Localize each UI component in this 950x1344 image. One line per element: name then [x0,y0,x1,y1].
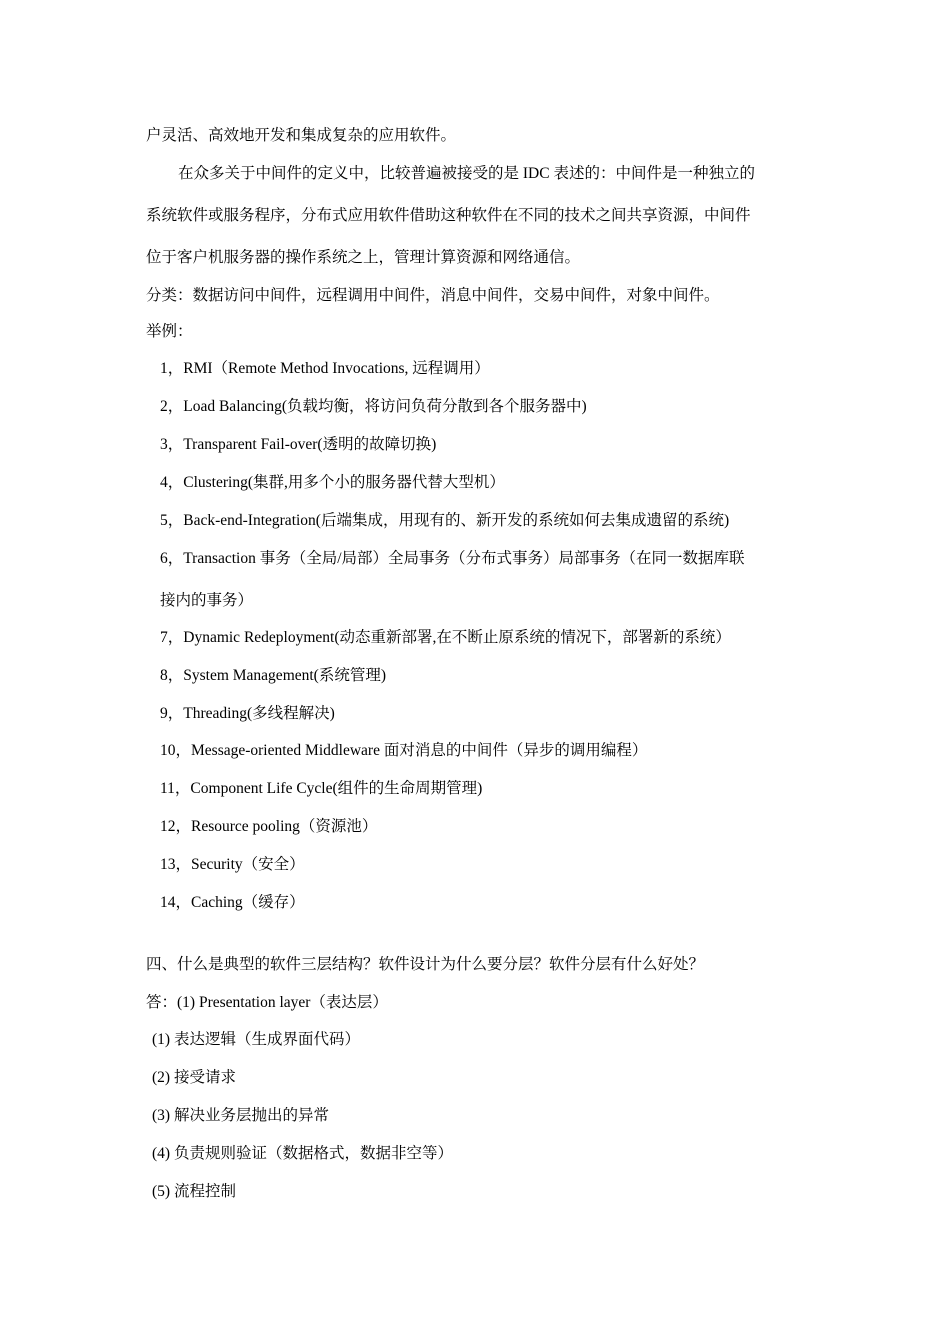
question-heading: 四、什么是典型的软件三层结构？软件设计为什么要分层？软件分层有什么好处？ [146,956,705,973]
answer-item: (2) 接受请求 [152,1069,236,1086]
example-item: 6，Transaction 事务（全局/局部）全局事务（分布式事务）局部事务（在同一数据库联 [160,550,745,567]
classification-line: 分类：数据访问中间件，远程调用中间件，消息中间件，交易中间件，对象中间件。 [146,287,720,304]
examples-heading: 举例： [146,323,193,340]
example-item: 10，Message-oriented Middleware 面对消息的中间件（异步的调用编程） [160,742,648,759]
answer-item: (3) 解决业务层抛出的异常 [152,1107,329,1124]
paragraph-continuation: 户灵活、高效地开发和集成复杂的应用软件。 [146,127,457,144]
answer-item: (1) 表达逻辑（生成界面代码） [152,1031,360,1048]
example-item: 1，RMI（Remote Method Invocations, 远程调用） [160,360,490,377]
example-item: 8，System Management(系统管理) [160,667,387,684]
example-item: 5，Back-end-Integration(后端集成，用现有的、新开发的系统如何去集成遗留的系统) [160,512,730,529]
example-item: 3，Transparent Fail-over(透明的故障切换) [160,436,437,453]
answer-item: (4) 负责规则验证（数据格式，数据非空等） [152,1145,453,1162]
example-item: 14，Caching（缓存） [160,894,305,911]
example-item: 2，Load Balancing(负载均衡，将访问负荷分散到各个服务器中) [160,398,587,415]
definition-line-2: 系统软件或服务程序，分布式应用软件借助这种软件在不同的技术之间共享资源，中间件 [146,207,751,224]
example-item: 9，Threading(多线程解决) [160,705,335,722]
example-item: 13，Security（安全） [160,856,305,873]
example-item: 11，Component Life Cycle(组件的生命周期管理) [160,780,483,797]
example-item: 12，Resource pooling（资源池） [160,818,378,835]
example-item: 4，Clustering(集群,用多个小的服务器代替大型机） [160,474,505,491]
definition-line-3: 位于客户机服务器的操作系统之上，管理计算资源和网络通信。 [146,249,581,266]
example-item-continuation: 接内的事务） [160,592,254,609]
definition-line-1: 在众多关于中间件的定义中，比较普遍被接受的是 IDC 表述的：中间件是一种独立的 [178,165,755,182]
answer-intro: 答：(1) Presentation layer（表达层） [146,994,388,1011]
answer-item: (5) 流程控制 [152,1183,236,1200]
example-item: 7，Dynamic Redeployment(动态重新部署,在不断止原系统的情况下，部署新的系统） [160,629,731,646]
